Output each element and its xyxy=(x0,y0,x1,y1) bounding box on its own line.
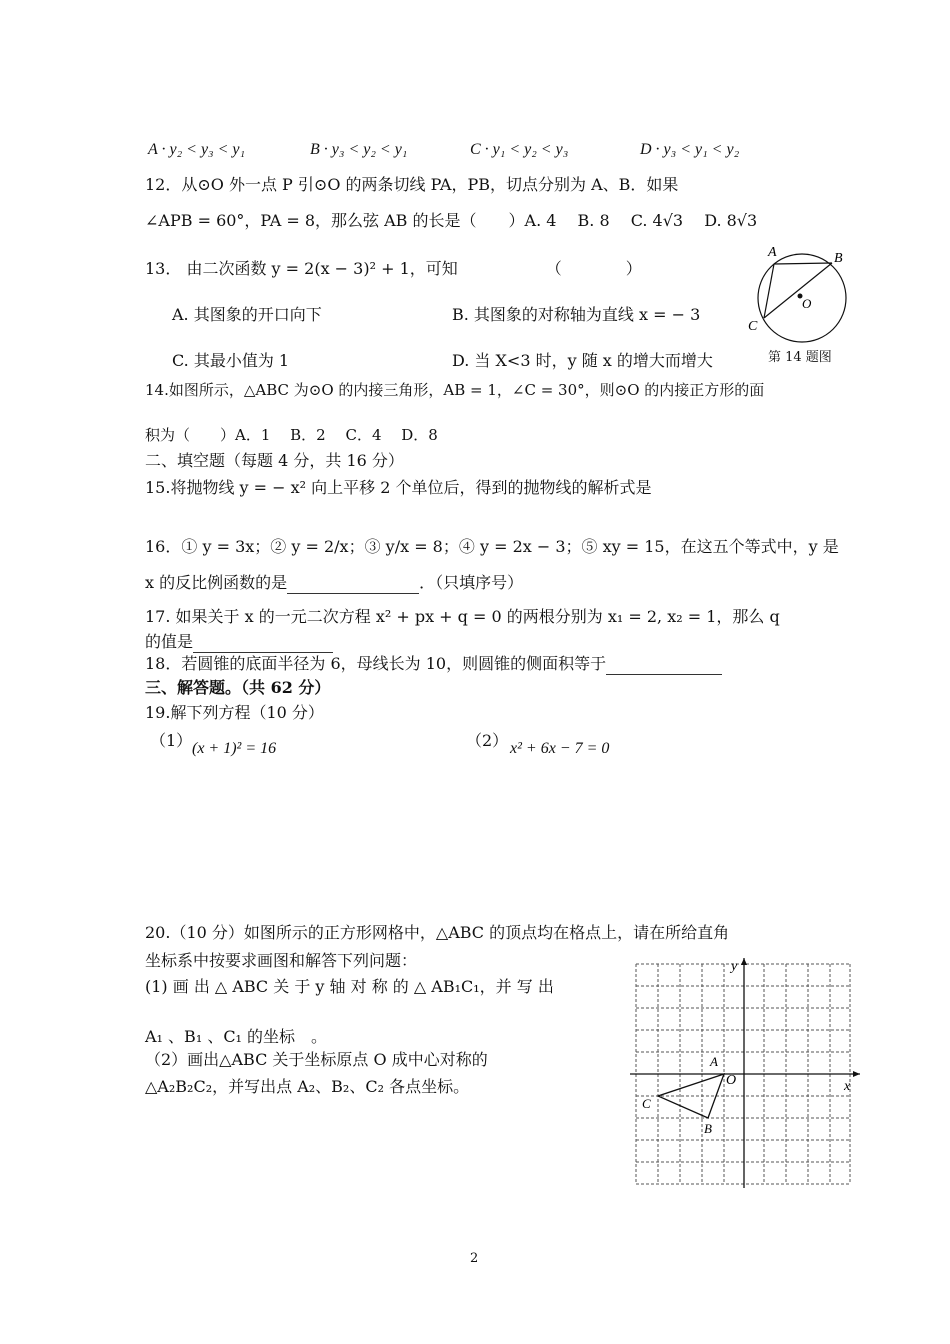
q16-line1: 16．① y = 3x；② y = 2/x；③ y/x = 8；④ y = 2x − 3；⑤ xy = 15，在这五个等式中，y 是 xyxy=(145,537,839,556)
q13-stem: 13． 由二次函数 y = 2(x − 3)² + 1，可知 （ ） xyxy=(145,259,642,278)
q20-line1: 20.（10 分）如图所示的正方形网格中，△ABC 的顶点均在格点上，请在所给直角 xyxy=(145,923,730,942)
fig20-label-y: y xyxy=(731,959,738,974)
q13-option-a: A. 其图象的开口向下 xyxy=(172,305,322,324)
fig14-caption: 第 14 题图 xyxy=(768,350,832,365)
fig20-label-a: A xyxy=(710,1054,718,1069)
q20-line6: △A₂B₂C₂，并写出点 A₂、B₂、C₂ 各点坐标。 xyxy=(145,1077,470,1096)
q16-line2-prefix: x 的反比例函数的是 xyxy=(145,573,288,592)
fig14-label-c: C xyxy=(748,319,758,334)
fig14-segment-ab xyxy=(774,263,832,264)
q14-line2: 积为（ ）A．1 B．2 C．4 D．8 xyxy=(145,426,438,444)
fig14-circle-diagram xyxy=(740,238,860,348)
q20-line2: 坐标系中按要求画图和解答下列问题： xyxy=(145,951,418,970)
fig14-label-b: B xyxy=(834,251,843,266)
q15-text: 15.将抛物线 y = − x² 向上平移 2 个单位后，得到的抛物线的解析式是 xyxy=(145,478,652,497)
q16-line2 xyxy=(145,572,523,594)
fig14-label-a: A xyxy=(768,245,777,260)
q18-text: 18．若圆锥的底面半径为 6，母线长为 10，则圆锥的侧面积等于 xyxy=(145,654,607,673)
q11-option-b: B · y₃ < y₂ < y₁ xyxy=(310,141,408,158)
q11-option-c: C · y₁ < y₂ < y₃ xyxy=(470,141,569,158)
fig20-label-o: O xyxy=(726,1073,737,1088)
q19-part2-equation: x² + 6x − 7 = 0 xyxy=(510,740,610,757)
q11-option-d: D · y₃ < y₁ < y₂ xyxy=(640,141,740,158)
q13-option-d: D. 当 X<3 时，y 随 x 的增大而增大 xyxy=(452,351,713,370)
q19-part1-equation: (x + 1)² = 16 xyxy=(192,740,277,757)
q17-answer-blank[interactable] xyxy=(193,636,333,653)
q12-line1: 12．从⊙O 外一点 P 引⊙O 的两条切线 PA，PB，切点分别为 A、B．如果 xyxy=(145,175,679,194)
q17-line2-text: 的值是 xyxy=(145,632,194,651)
q20-line5: （2）画出△ABC 关于坐标原点 O 成中心对称的 xyxy=(145,1050,488,1069)
q12-line2: ∠APB = 60°，PA = 8，那么弦 AB 的长是（ ）A. 4 B. 8 C. 4√3 D. 8√3 xyxy=(145,211,758,230)
fig20-y-arrow xyxy=(741,958,747,965)
fig14-segment-ac xyxy=(764,264,774,318)
fig14-segment-bc xyxy=(764,263,832,318)
q13-option-b: B. 其图象的对称轴为直线 x = − 3 xyxy=(452,305,701,324)
q16-answer-blank[interactable] xyxy=(287,577,419,594)
q18-line xyxy=(145,653,722,675)
section3-heading: 三、解答题。（共 62 分） xyxy=(145,678,331,697)
q19-part1-number: （1） xyxy=(150,731,193,750)
q16-line2-suffix: ．（只填序号） xyxy=(419,573,524,592)
fig20-coordinate-grid xyxy=(628,956,868,1192)
q17-line1: 17. 如果关于 x 的一元二次方程 x² + px + q = 0 的两根分别为 x₁ = 2, x₂ = 1，那么 q xyxy=(145,607,780,626)
q11-option-a: A · y₂ < y₃ < y₁ xyxy=(148,141,246,158)
fig20-label-b: B xyxy=(704,1121,712,1136)
q13-option-c: C. 其最小值为 1 xyxy=(172,351,290,370)
fig20-label-c: C xyxy=(642,1096,651,1111)
q18-answer-blank[interactable] xyxy=(606,658,722,675)
fig20-x-arrow xyxy=(853,1071,860,1077)
q14-line1: 14.如图所示，△ABC 为⊙O 的内接三角形，AB = 1，∠C = 30°，则⊙O 的内接正方形的面 xyxy=(145,381,765,399)
page-number: 2 xyxy=(470,1251,479,1266)
fig20-label-x: x xyxy=(844,1079,851,1094)
q20-line4: A₁ 、B₁ 、C₁ 的坐标 。 xyxy=(145,1027,328,1046)
fig14-label-o: O xyxy=(802,296,812,311)
q17-line2 xyxy=(145,631,333,653)
q20-line3: (1) 画 出 △ ABC 关 于 y 轴 对 称 的 △ AB₁C₁，并 写 出 xyxy=(145,977,554,996)
q19-title: 19.解下列方程（10 分） xyxy=(145,703,324,722)
q19-part2-number: （2） xyxy=(466,731,509,750)
section2-heading: 二、填空题（每题 4 分，共 16 分） xyxy=(145,451,404,470)
